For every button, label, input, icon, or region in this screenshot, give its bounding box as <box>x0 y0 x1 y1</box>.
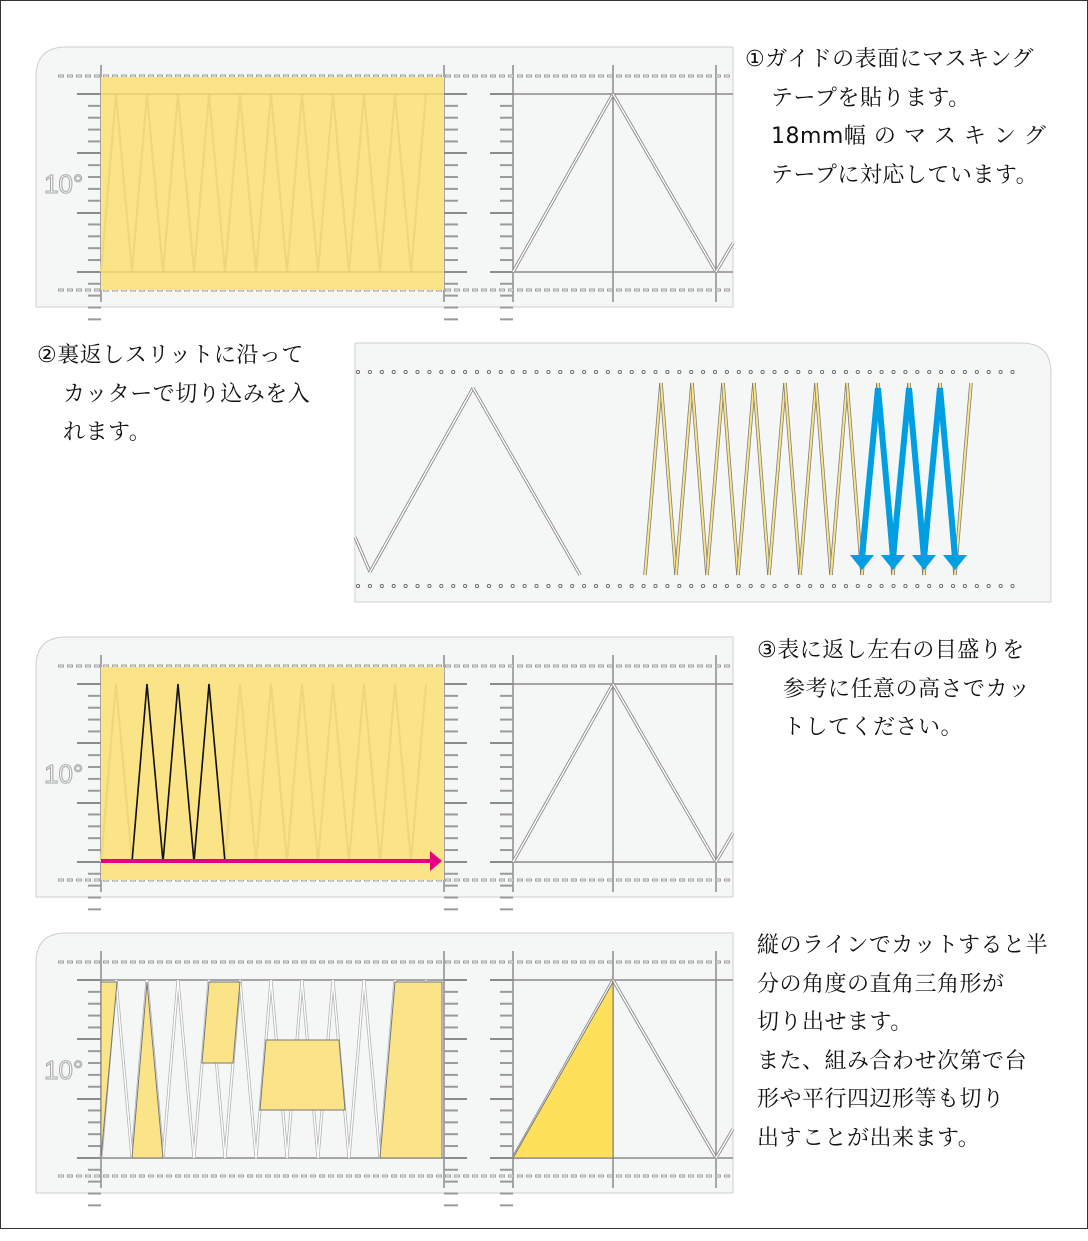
ruler-panel-1 <box>36 47 733 319</box>
step-3-line: トしてください。 <box>783 715 964 740</box>
ruler-angle-label: 10° <box>44 1055 84 1085</box>
step-3-line: 参考に任意の高さでカッ <box>783 676 1031 702</box>
step-2-line: れます。 <box>63 420 152 445</box>
step-4-line: また、組み合わせ次第で台 <box>757 1048 1028 1074</box>
step-4-line: 縦のラインでカットすると半 <box>757 933 1048 958</box>
cut-tape-piece <box>260 1040 345 1110</box>
step-2-line: ②裏返しスリットに沿って <box>37 343 304 368</box>
step-1-text <box>745 41 1046 195</box>
step-2-text <box>37 337 310 453</box>
step-1-line: テープに対応しています。 <box>771 162 1039 188</box>
step-4-line: 切り出せます。 <box>757 1010 913 1035</box>
step-1-line: ①ガイドの表面にマスキング <box>745 47 1034 72</box>
ruler-angle-label: 10° <box>44 169 84 199</box>
ruler-angle-label: 10° <box>44 759 84 789</box>
cut-tape-piece <box>202 982 240 1063</box>
back-panel <box>355 343 1051 602</box>
ruler-panel-4 <box>36 933 733 1205</box>
step-3-text <box>757 632 1030 748</box>
step-4-line: 出すことが出来ます。 <box>757 1125 981 1151</box>
step-4-line: 分の角度の直角三角形が <box>757 971 1005 997</box>
step-1-line: 18mm幅 の マ ス キ ン グ <box>771 124 1047 149</box>
step-4-line: 形や平行四辺形等も切り <box>757 1087 1005 1112</box>
step-2-line: カッターで切り込みを入 <box>63 381 311 407</box>
step-1-line: テープを貼ります。 <box>771 85 971 111</box>
step-4-text <box>757 927 1048 1158</box>
ruler-panel-3 <box>36 637 733 909</box>
step-3-line: ③表に返し左右の目盛りを <box>757 638 1025 663</box>
